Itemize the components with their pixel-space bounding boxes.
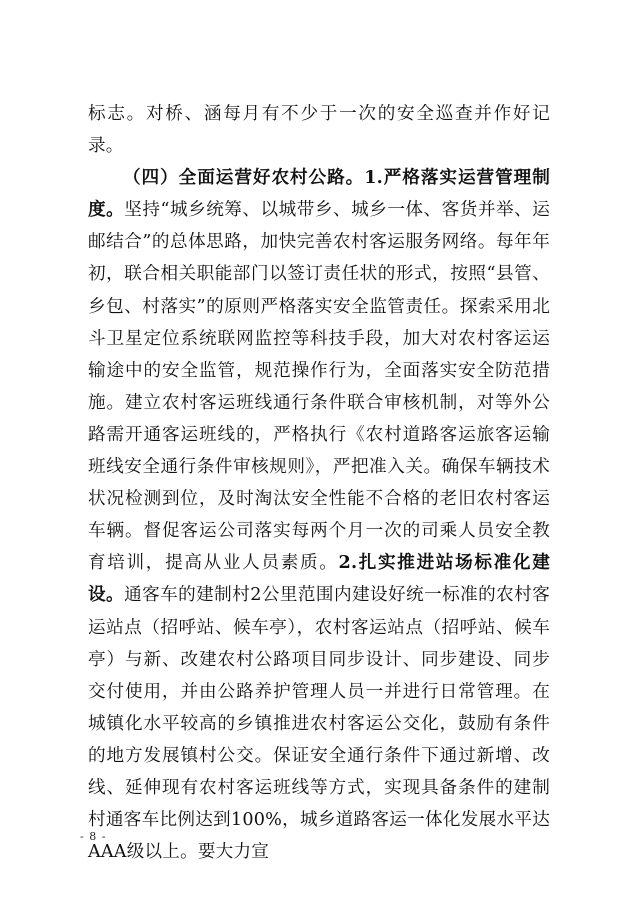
item1-heading: 1.严格落实运营管理制度。 bbox=[88, 167, 550, 221]
lead-paragraph: 标志。对桥、涵每月有不少于一次的安全巡查并作好记录。 bbox=[88, 104, 550, 157]
item2-body: 通客车的建制村2公里范围内建设好统一标准的农村客运站点（招呼站、候车亭），农村客运站点（招呼站、候车亭）与新、改建农村公路项目同步设计、同步建设、同步交付使用，并由公路养护管理人员一并进行日常管理。在城镇化水平较高的乡镇推进农村客运公交化，鼓励有条件的地方发展镇村公交。保证安全通行条件下通过新增、改线、延伸现有农村客运班线等方式，实现具备条件的建制村通客车比例达到100%，城乡道路客运一体化发展水平达AAA级以上。要大力宣 bbox=[88, 585, 551, 863]
section-paragraph bbox=[88, 162, 550, 868]
document-body bbox=[88, 98, 550, 868]
page-number: - 8 - bbox=[80, 830, 107, 843]
section-heading: （四）全面运营好农村公路。 bbox=[123, 167, 365, 189]
item1-body: 坚持“城乡统筹、以城带乡、城乡一体、客货并举、运邮结合”的总体思路，加快完善农村客运服务网络。每年年初，联合相关职能部门以签订责任状的形式，按照“县管、乡包、村落实”的原则严格落实安全监管责任。探索采用北斗卫星定位系统联网监控等科技手段，加大对农村客运运输途中的安全监管，规范操作行为，全面落实安全防范措施。建立农村客运班线通行条件联合审核机制，对等外公路需开通客运班线的，严格执行《农村道路客运旅客运输班线安全通行条件审核规则》，严把准入关。确保车辆技术状况检测到位，及时淘汰安全性能不合格的老旧农村客运车辆。督促客运公司落实每两个月一次的司乘人员安全教育培训，提高从业人员素质。 bbox=[88, 200, 551, 574]
item2-heading: 2.扎实推进站场标准化建设。 bbox=[88, 552, 550, 606]
